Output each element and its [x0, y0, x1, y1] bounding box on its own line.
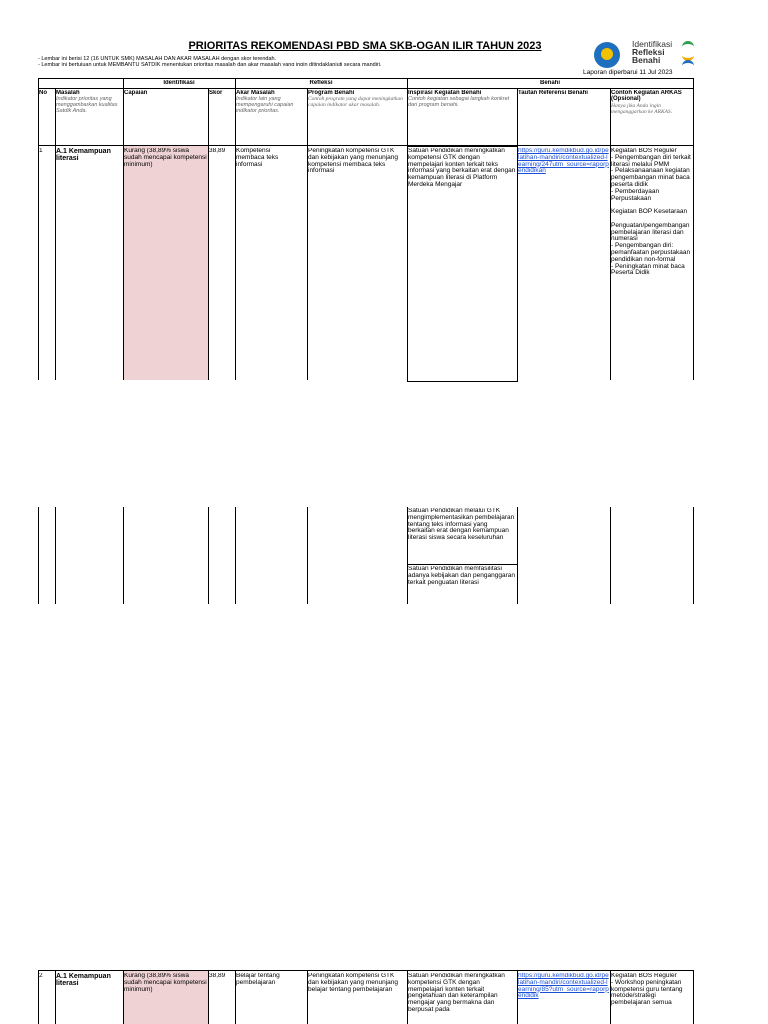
group-refleksi: Refleksi — [309, 80, 333, 86]
col-masalah: Masalah — [56, 90, 80, 96]
col-arkas: Contoh Kegiatan ARKAS (Opsional) — [611, 90, 682, 102]
row-inspirasi-c: Satuan Pendidikan memfasilitasi adanya kebijakan dan penganggaran terkait penguatan literasi — [408, 566, 515, 586]
reference-link[interactable]: https://guru.kemdikbud.go.id/pelatihan-mandiri/contextualized-learning/85?utm_source=raporpendidik — [518, 973, 609, 1000]
col-tautan: Tautan Referensi Benahi — [518, 90, 588, 96]
group-identifikasi: Identifikasi — [163, 80, 195, 86]
col-capaian: Capaian — [124, 90, 148, 96]
row-inspirasi-b: Satuan Pendidikan melalui GTK mengimplementasikan pembelajaran tentang teks informasi yang berkaitan erat dengan kemampuan literasi siswa secara keseluruhan — [408, 508, 515, 542]
row-arkas: Kegiatan BOS Reguler - Workshop peningkatan kompetensi guru tentang metode/strategi pembelajaran semua — [611, 973, 683, 1007]
logo-text-refleksi: Refleksi — [632, 47, 665, 57]
note-line-2: - Lembar ini bertujuan untuk MEMBANTU SATDIK menentukan prioritas masalah dan akar masalah yang ingin ditindaklanjuti secara mandiri. — [38, 62, 382, 66]
row-arkas: Kegiatan BOS Reguler - Pengembangan diri terkait literasi melalui PMM - Pelaksanaanaan kegiatan pengembangan minat baca peserta didik - Pemberdayaan Perpustakaan Kegiatan BOP Kesetaraan Penguatan/pengembangan pembelajaran literasi dan numerasi - Pengembangan diri: pemanfaatan perpustakaan pendidikan non-formal - Peningkatan minat baca Peserta Didik — [611, 148, 691, 277]
col-no: No — [39, 90, 47, 96]
logo-text-identifikasi: Identifikasi — [632, 39, 673, 49]
row-capaian: Kurang (38,89% siswa sudah mencapai kompetensi minimum) — [124, 973, 207, 993]
row-masalah: A.1 Kemampuan literasi — [56, 973, 111, 987]
col-inspirasi: Inspirasi Kegiatan Benahi — [408, 90, 482, 96]
row-masalah: A.1 Kemampuan literasi — [56, 148, 111, 162]
row-akar: Belajar tentang pembelajaran — [236, 973, 280, 986]
row-no: 1 — [39, 148, 43, 154]
logo-text-benahi: Benahi — [632, 55, 661, 65]
col-akar-desc: Indikator lain yang mempengaruhi capaian indikator prioritas. — [236, 96, 294, 114]
row-inspirasi: Satuan Pendidikan meningkatkan kompetensi GTK dengan mempelajari konten terkait teks informasi yang berkaitan erat dengan kemampuan literasi di Platform Merdeka Mengajar — [408, 148, 516, 188]
row-inspirasi: Satuan Pendidikan meningkatkan kompetensi GTK dengan mempelajari konten terkait pengetahuan dan keterampilan mengajar yang bermakna dan berpusat pada — [408, 973, 505, 1013]
note-line-1: - Lembar ini berisi 12 (16 UNTUK SMK) MASALAH DAN AKAR MASALAH dengan skor terendah. — [38, 56, 277, 62]
capaian-highlight — [124, 146, 208, 380]
row-skor: 38,89 — [209, 973, 226, 979]
col-inspirasi-desc: Contoh kegiatan sebagai langkah konkret dari program benahi. — [408, 96, 510, 108]
col-masalah-desc: Indikator prioritas yang menggambarkan kualitas Satdik Anda. — [56, 96, 118, 114]
row-akar: Kompetensi membaca teks informasi — [236, 148, 279, 168]
row-capaian: Kurang (38,89% siswa sudah mencapai kompetensi minimum) — [124, 148, 207, 168]
page-title: PRIORITAS REKOMENDASI PBD SMA SKB-OGAN ILIR TAHUN 2023 — [188, 40, 542, 52]
row-no: 2 — [39, 973, 43, 979]
row-skor: 38,89 — [209, 148, 226, 154]
col-skor: Skor — [209, 90, 223, 96]
kemendikbud-emblem-icon — [594, 42, 620, 68]
col-program: Program Benahi — [308, 90, 355, 96]
reference-link[interactable]: https://guru.kemdikbud.go.id/pelatihan-mandiri/contextualized-learning/247utm_source=raporpendidikan — [518, 148, 609, 175]
row-program: Peningkatan kompetensi GTK dan kebijakan yang menunjang kompetensi membaca teks informasi — [308, 148, 398, 175]
logo — [594, 40, 694, 70]
col-arkas-desc: Hanya jika Anda ingin menganggarkan ke ARKAS. — [611, 103, 673, 115]
row-program: Peningkatan kompetensi GTK dan kebijakan yang menunjang belajar tentang pembelajaran — [308, 973, 398, 993]
updated-date: Laporan diperbarui 11 Jul 2023 — [583, 69, 673, 76]
col-akar: Akar Masalah — [236, 90, 275, 96]
group-benahi: Benahi — [539, 80, 560, 86]
col-program-desc: Contoh program yang dapat meningkatkan capaian indikator akar masalah. — [308, 96, 403, 108]
logo-arc-blue-icon — [682, 60, 694, 71]
